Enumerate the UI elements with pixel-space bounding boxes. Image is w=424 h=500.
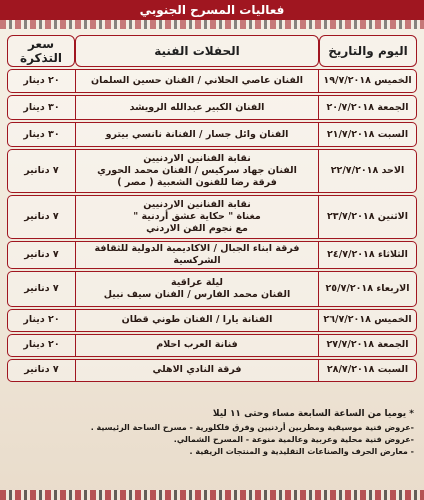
performer-line: الفنان محمد الفارس / الفنان سيف نبيل xyxy=(103,288,291,300)
table-row xyxy=(7,149,417,193)
page-title: فعاليات المسرح الجنوبي xyxy=(139,3,285,17)
row-performers xyxy=(75,195,319,239)
row-price: ٧ دنانير xyxy=(7,195,75,239)
row-price: ٧ دنانير xyxy=(7,359,75,382)
row-performers xyxy=(75,271,319,307)
table-row xyxy=(7,334,417,357)
table-row xyxy=(7,69,417,93)
performer-line: فنانة العرب احلام xyxy=(156,339,238,351)
performer-line: الفنان عاصي الحلاني / الفنان حسين السلمان xyxy=(90,75,303,87)
row-price: ٧ دنانير xyxy=(7,149,75,193)
header-bar xyxy=(0,0,424,20)
row-day: الاربعاء ٢٥/٧/٢٠١٨ xyxy=(319,271,417,307)
column-header-price: سعر التذكرة xyxy=(7,35,75,67)
performer-line: فرقة النادي الاهلي xyxy=(152,364,242,376)
row-day: الخميس ٢٦/٧/٢٠١٨ xyxy=(319,309,417,332)
row-performers xyxy=(75,122,319,147)
performer-line: ليلة عراقية xyxy=(171,276,223,288)
row-performers xyxy=(75,334,319,357)
performer-line: نقابة الفنانين الاردنيين xyxy=(143,153,251,165)
note-item: - معارض الحرف والصناعات التقليدية و المنتجات الريفية . xyxy=(189,446,414,456)
row-day: السبت ٢٨/٧/٢٠١٨ xyxy=(319,359,417,382)
performer-line: الفنان الكبير عبدالله الرويشد xyxy=(129,101,265,113)
row-day: الاحد ٢٢/٧/٢٠١٨ xyxy=(319,149,417,193)
row-price: ٢٠ دينار xyxy=(7,69,75,93)
note-item: -عروض فنية موسيقية ومطربين أردنيين وفرق فلكلورية - مسرح الساحة الرئيسية . xyxy=(90,422,414,432)
table-row xyxy=(7,309,417,332)
decorative-pattern-bottom xyxy=(0,490,424,500)
performer-line: مغناة " حكاية عشق أردنية " xyxy=(133,211,261,223)
column-header-performers: الحفلات الفنية xyxy=(75,35,319,67)
column-header-day: اليوم والتاريخ xyxy=(319,35,417,67)
row-day: الثلاثاء ٢٤/٧/٢٠١٨ xyxy=(319,241,417,269)
performer-line: الفنانة يارا / الفنان طوني قطان xyxy=(121,314,273,326)
performer-line: الفنان وائل جسار / الفنانة نانسي بيترو xyxy=(105,128,289,140)
row-performers xyxy=(75,95,319,120)
row-performers xyxy=(75,241,319,269)
table-row xyxy=(7,122,417,147)
performer-line: مع نجوم الفن الاردني xyxy=(146,222,248,234)
row-price: ٧ دنانير xyxy=(7,241,75,269)
performer-line: فرقة ابناء الجبال / الاكاديمية الدولية للثقافة الشركسية xyxy=(94,243,300,266)
row-performers xyxy=(75,359,319,382)
schedule-table xyxy=(7,33,417,384)
row-performers xyxy=(75,149,319,193)
table-row xyxy=(7,95,417,120)
row-price: ٢٠ دينار xyxy=(7,309,75,332)
performer-line: نقابة الفنانين الاردنيين xyxy=(143,199,251,211)
table-row xyxy=(7,195,417,239)
row-price: ٧ دنانير xyxy=(7,271,75,307)
notes-section xyxy=(10,408,414,458)
row-day: الاثنين ٢٣/٧/٢٠١٨ xyxy=(319,195,417,239)
row-price: ٣٠ دينار xyxy=(7,95,75,120)
notes-headline: * يوميا من الساعة السابعة مساء وحتى ١١ ليلا xyxy=(212,409,414,419)
row-day: الجمعة ٢٧/٧/٢٠١٨ xyxy=(319,334,417,357)
performer-line: الفنان جهاد سركيس / الفنان محمد الحوري xyxy=(97,165,297,177)
performer-line: فرقة رضا للفنون الشعبية ( مصر ) xyxy=(117,176,277,188)
table-header-row xyxy=(7,35,417,67)
decorative-pattern-top xyxy=(0,20,424,29)
note-item: -عروض فنية محلية وعربية وعالمية منوعة - المسرح الشمالي. xyxy=(173,434,414,444)
table-row xyxy=(7,359,417,382)
table-row xyxy=(7,241,417,269)
row-performers xyxy=(75,309,319,332)
row-price: ٣٠ دينار xyxy=(7,122,75,147)
table-row xyxy=(7,271,417,307)
row-day: الخميس ١٩/٧/٢٠١٨ xyxy=(319,69,417,93)
row-performers xyxy=(75,69,319,93)
row-price: ٢٠ دينار xyxy=(7,334,75,357)
row-day: السبت ٢١/٧/٢٠١٨ xyxy=(319,122,417,147)
row-day: الجمعة ٢٠/٧/٢٠١٨ xyxy=(319,95,417,120)
